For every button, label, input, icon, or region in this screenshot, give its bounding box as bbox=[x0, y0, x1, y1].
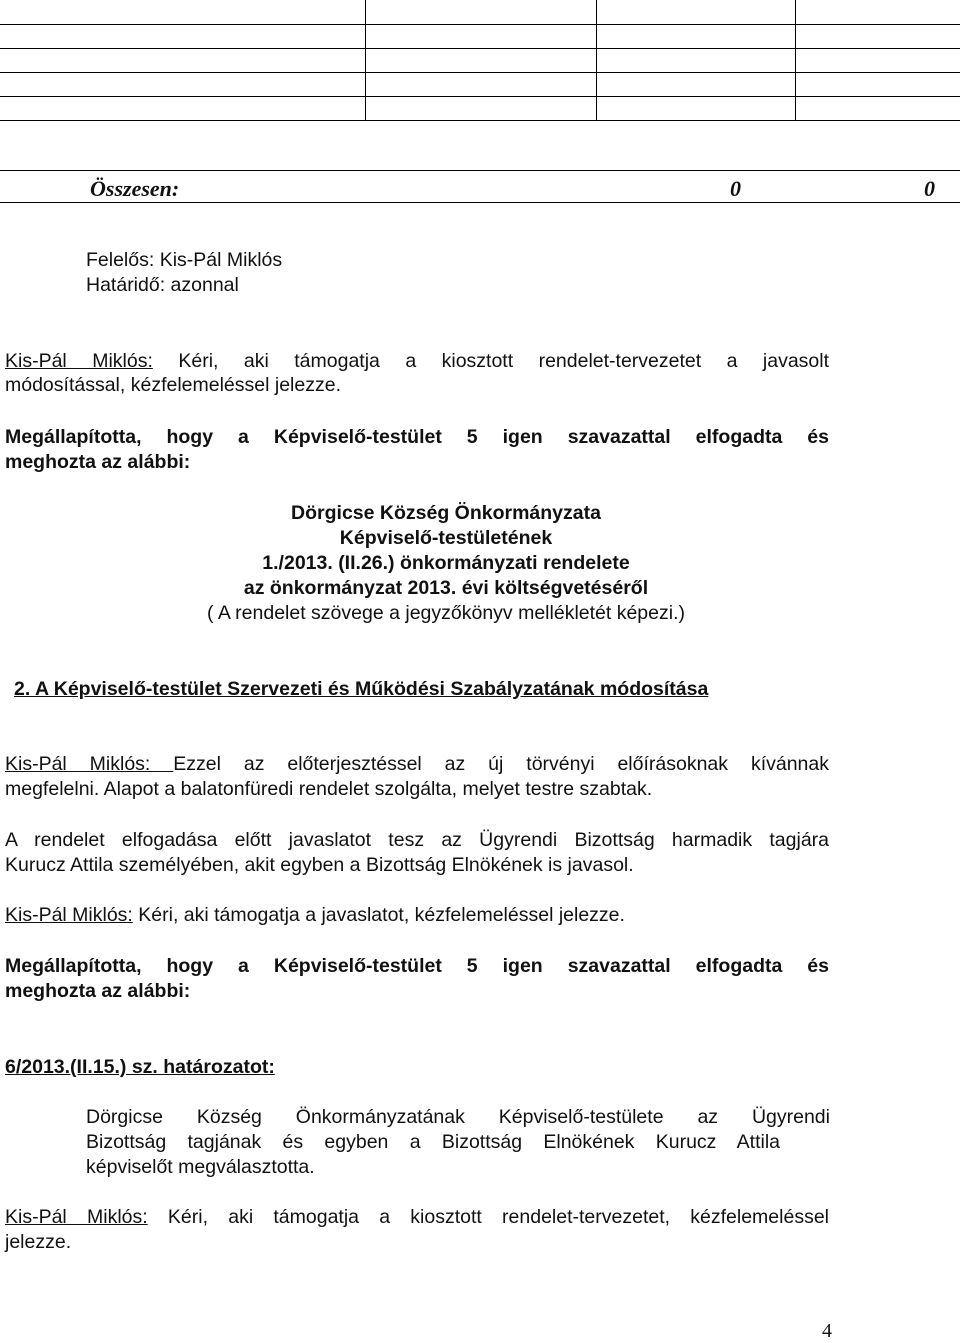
finding-line: meghozta az alábbi: bbox=[5, 451, 191, 473]
deadline: Határidő: azonnal bbox=[86, 274, 239, 296]
finding-line: Megállapította, hogy a Képviselő-testület 5 igen szavazattal elfogadta és bbox=[5, 426, 829, 448]
page-number: 4 bbox=[822, 1320, 832, 1342]
vote-request-line bbox=[5, 1205, 829, 1229]
table-column-rule bbox=[365, 0, 366, 120]
table-rule bbox=[0, 48, 960, 49]
intro-line bbox=[5, 752, 829, 776]
table-column-rule bbox=[795, 0, 796, 120]
decree-note: ( A rendelet szövege a jegyzőkönyv mellékletét képezi.) bbox=[206, 602, 685, 624]
resolution-line: Dörgicse Község Önkormányzatának Képviselő-testülete az Ügyrendi bbox=[86, 1106, 830, 1128]
vote-request-text: Kéri, aki támogatja a kiosztott rendelet-tervezetet a javasolt bbox=[178, 350, 830, 372]
speaker-name: Kis-Pál Miklós: bbox=[5, 1206, 148, 1228]
proposal-line: Kurucz Attila személyében, akit egyben a Bizottság Elnökének is javasol. bbox=[5, 854, 634, 876]
section-heading: 2. A Képviselő-testület Szervezeti és Működési Szabályzatának módosítása bbox=[14, 678, 709, 700]
finding-line: Megállapította, hogy a Képviselő-testület 5 igen szavazattal elfogadta és bbox=[5, 955, 829, 977]
intro-text: Ezzel az előterjesztéssel az új törvényi előírásoknak kívánnak bbox=[173, 753, 829, 775]
speaker-name: Kis-Pál Miklós: bbox=[5, 753, 174, 775]
vote-request-text: módosítással, kézfelemeléssel jelezze. bbox=[5, 374, 341, 396]
table-column-rule bbox=[596, 0, 597, 120]
vote-request-text: jelezze. bbox=[5, 1231, 72, 1253]
vote-request-line bbox=[5, 903, 625, 927]
decree-title-line: 1./2013. (II.26.) önkormányzati rendelete bbox=[262, 552, 630, 574]
table-total-label: Összesen: bbox=[90, 176, 180, 201]
speaker-name: Kis-Pál Miklós: bbox=[5, 904, 133, 926]
decree-title-line: az önkormányzat 2013. évi költségvetéséről bbox=[243, 577, 649, 599]
table-rule bbox=[0, 24, 960, 25]
intro-text: megfelelni. Alapot a balatonfüredi rendelet szolgálta, melyet testre szabtak. bbox=[5, 778, 653, 800]
responsible-person: Felelős: Kis-Pál Miklós bbox=[86, 249, 283, 271]
table-rule bbox=[0, 202, 960, 203]
table-total-value-1: 0 bbox=[730, 176, 741, 201]
resolution-line: képviselőt megválasztotta. bbox=[86, 1156, 315, 1178]
table-rule bbox=[0, 72, 960, 73]
table-rule bbox=[0, 170, 960, 171]
vote-request-text: Kéri, aki támogatja a kiosztott rendelet-tervezetet, kézfelemeléssel bbox=[167, 1206, 830, 1228]
decree-title-line: Képviselő-testületének bbox=[339, 527, 553, 549]
vote-request-line bbox=[5, 349, 829, 373]
table-rule bbox=[0, 96, 960, 97]
table-total-value-2: 0 bbox=[924, 176, 935, 201]
vote-request-text: Kéri, aki támogatja a javaslatot, kézfelemeléssel jelezze. bbox=[138, 904, 625, 926]
resolution-line: Bizottság tagjának és egyben a Bizottság Elnökének Kurucz Attila bbox=[86, 1131, 780, 1153]
table-rule bbox=[0, 120, 960, 121]
finding-line: meghozta az alábbi: bbox=[5, 980, 191, 1002]
resolution-number: 6/2013.(II.15.) sz. határozatot: bbox=[5, 1056, 275, 1078]
proposal-line: A rendelet elfogadása előtt javaslatot tesz az Ügyrendi Bizottság harmadik tagjára bbox=[5, 829, 829, 851]
speaker-name: Kis-Pál Miklós: bbox=[5, 350, 153, 372]
decree-title-line: Dörgicse Község Önkormányzata bbox=[291, 502, 601, 524]
